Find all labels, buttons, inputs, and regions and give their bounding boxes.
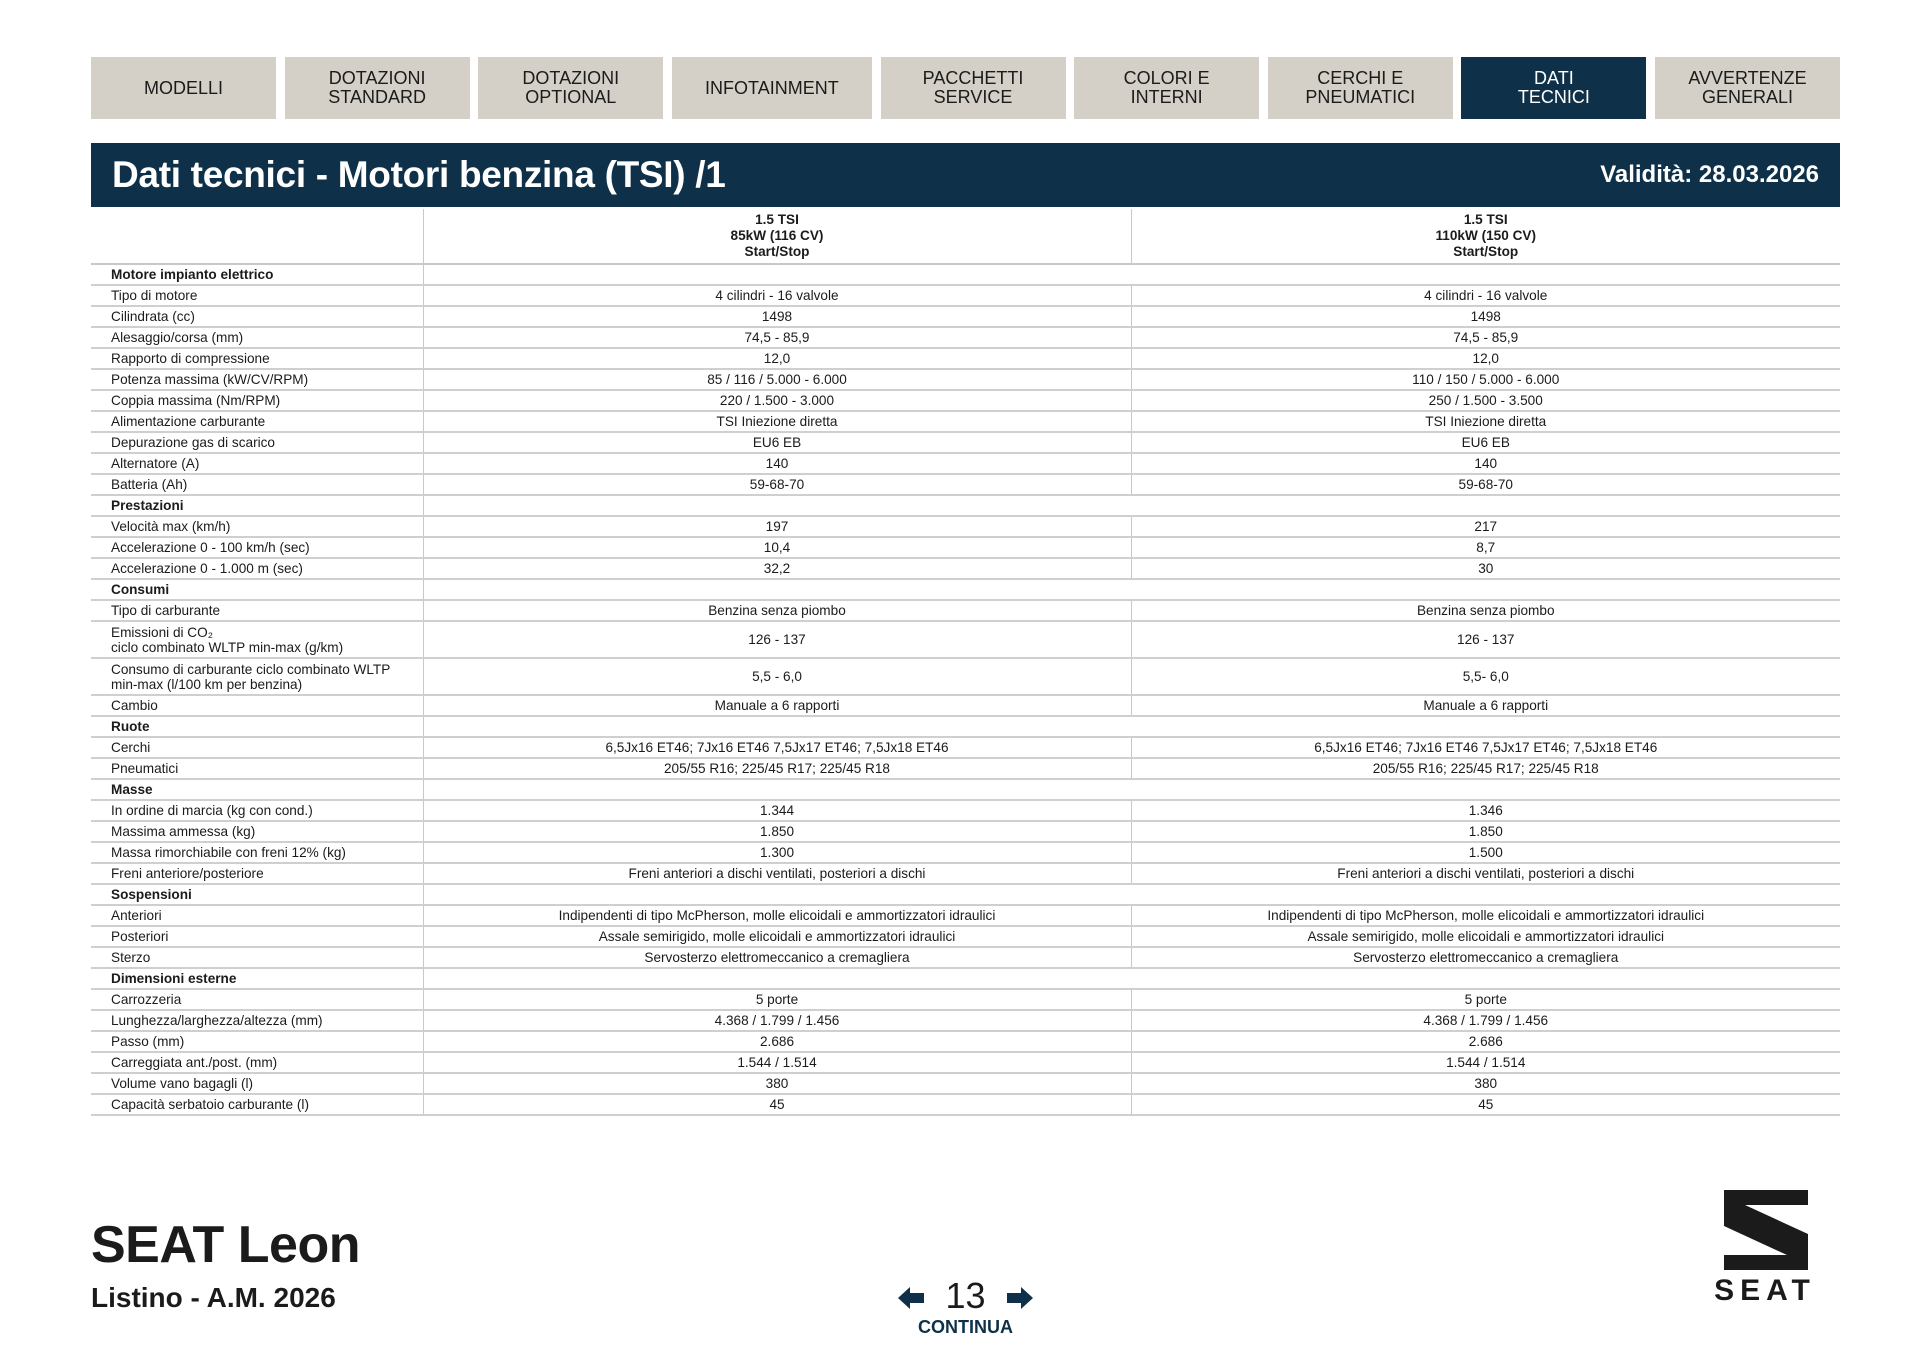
value-engine-1: Servosterzo elettromeccanico a cremagliera [423,947,1131,968]
value-engine-2: Assale semirigido, molle elicoidali e ammortizzatori idraulici [1131,926,1840,947]
table-row [91,905,1840,926]
value-engine-2: 2.686 [1131,1031,1840,1052]
section-title: Sospensioni [91,884,423,905]
value-engine-2: 1498 [1131,306,1840,327]
value-engine-2: 6,5Jx16 ET46; 7Jx16 ET46 7,5Jx17 ET46; 7,5Jx18 ET46 [1131,737,1840,758]
table-row [91,695,1840,716]
column-header-engine-2 [1131,209,1840,264]
section-title: Dimensioni esterne [91,968,423,989]
section-empty-cell [1131,579,1840,600]
tab-dati-tecnici[interactable]: DATI TECNICI [1461,57,1646,119]
value-engine-2: 1.346 [1131,800,1840,821]
row-label: Depurazione gas di scarico [91,432,423,453]
section-title: Prestazioni [91,495,423,516]
value-engine-2: Indipendenti di tipo McPherson, molle elicoidali e ammortizzatori idraulici [1131,905,1840,926]
title-banner [91,143,1840,207]
section-title: Masse [91,779,423,800]
table-row [91,537,1840,558]
row-label: Alesaggio/corsa (mm) [91,327,423,348]
row-label: Cerchi [91,737,423,758]
row-label: In ordine di marcia (kg con cond.) [91,800,423,821]
validity-date: Validità: 28.03.2026 [1600,161,1819,188]
logo-wordmark: SEAT [1714,1274,1816,1307]
row-label: Emissioni di CO₂ ciclo combinato WLTP min-max (g/km) [91,621,423,658]
table-row [91,558,1840,579]
value-engine-2: 4.368 / 1.799 / 1.456 [1131,1010,1840,1031]
row-label: Cilindrata (cc) [91,306,423,327]
value-engine-1: Indipendenti di tipo McPherson, molle elicoidali e ammortizzatori idraulici [423,905,1131,926]
section-title: Ruote [91,716,423,737]
value-engine-2: 30 [1131,558,1840,579]
tab-pacchetti-service[interactable]: PACCHETTI SERVICE [881,57,1066,119]
table-row [91,1010,1840,1031]
table-row [91,863,1840,884]
table-row [91,390,1840,411]
section-row [91,968,1840,989]
section-title: Consumi [91,579,423,600]
row-label: Alimentazione carburante [91,411,423,432]
row-label: Pneumatici [91,758,423,779]
value-engine-1: 1.344 [423,800,1131,821]
value-engine-2: Manuale a 6 rapporti [1131,695,1840,716]
value-engine-1: Freni anteriori a dischi ventilati, posteriori a dischi [423,863,1131,884]
tab-avvertenze-generali[interactable]: AVVERTENZE GENERALI [1655,57,1840,119]
value-engine-1: 1.850 [423,821,1131,842]
row-label: Carrozzeria [91,989,423,1010]
table-row [91,1073,1840,1094]
spec-table [91,209,1840,1116]
value-engine-1: 10,4 [423,537,1131,558]
value-engine-1: 6,5Jx16 ET46; 7Jx16 ET46 7,5Jx17 ET46; 7,5Jx18 ET46 [423,737,1131,758]
table-row [91,1052,1840,1073]
value-engine-1: 4 cilindri - 16 valvole [423,285,1131,306]
section-empty-cell [423,495,1131,516]
value-engine-2: 380 [1131,1073,1840,1094]
row-label: Consumo di carburante ciclo combinato WLTP min-max (l/100 km per benzina) [91,658,423,695]
value-engine-1: 2.686 [423,1031,1131,1052]
section-empty-cell [1131,495,1840,516]
row-label: Volume vano bagagli (l) [91,1073,423,1094]
value-engine-2: 12,0 [1131,348,1840,369]
engine-power: 110kW (150 CV) [1435,228,1536,243]
value-engine-2: 1.500 [1131,842,1840,863]
tab-cerchi-pneumatici[interactable]: CERCHI E PNEUMATICI [1268,57,1453,119]
value-engine-2: 74,5 - 85,9 [1131,327,1840,348]
table-row [91,474,1840,495]
table-row [91,842,1840,863]
section-row [91,495,1840,516]
tab-dotazioni-standard[interactable]: DOTAZIONI STANDARD [285,57,470,119]
table-row [91,1094,1840,1115]
value-engine-2: 5 porte [1131,989,1840,1010]
value-engine-1: 4.368 / 1.799 / 1.456 [423,1010,1131,1031]
continue-link[interactable]: CONTINUA [918,1317,1013,1337]
row-label: Carreggiata ant./post. (mm) [91,1052,423,1073]
table-row [91,411,1840,432]
engine-feature: Start/Stop [1453,244,1519,259]
section-empty-cell [423,779,1131,800]
value-engine-1: 5,5 - 6,0 [423,658,1131,695]
section-empty-cell [1131,264,1840,285]
value-engine-2: 205/55 R16; 225/45 R17; 225/45 R18 [1131,758,1840,779]
table-row [91,989,1840,1010]
value-engine-2: 110 / 150 / 5.000 - 6.000 [1131,369,1840,390]
row-label: Sterzo [91,947,423,968]
tab-dotazioni-optional[interactable]: DOTAZIONI OPTIONAL [478,57,663,119]
value-engine-2: 1.850 [1131,821,1840,842]
tab-colori-interni[interactable]: COLORI E INTERNI [1074,57,1259,119]
value-engine-1: 12,0 [423,348,1131,369]
table-row [91,453,1840,474]
engine-power: 85kW (116 CV) [730,228,824,243]
row-label: Massima ammessa (kg) [91,821,423,842]
value-engine-2: 45 [1131,1094,1840,1115]
value-engine-2: 5,5- 6,0 [1131,658,1840,695]
section-empty-cell [423,579,1131,600]
table-header-row [91,209,1840,264]
row-label: Passo (mm) [91,1031,423,1052]
page-title: Dati tecnici - Motori benzina (TSI) /1 [112,154,726,195]
engine-feature: Start/Stop [744,244,810,259]
section-empty-cell [423,264,1131,285]
value-engine-1: 205/55 R16; 225/45 R17; 225/45 R18 [423,758,1131,779]
value-engine-1: Assale semirigido, molle elicoidali e ammortizzatori idraulici [423,926,1131,947]
value-engine-2: TSI Iniezione diretta [1131,411,1840,432]
section-empty-cell [423,968,1131,989]
table-row [91,327,1840,348]
section-row [91,884,1840,905]
value-engine-1: 197 [423,516,1131,537]
row-label: Cambio [91,695,423,716]
value-engine-2: 4 cilindri - 16 valvole [1131,285,1840,306]
page-number: 13 [945,1275,986,1316]
tab-infotainment[interactable]: INFOTAINMENT [672,57,872,119]
value-engine-2: 59-68-70 [1131,474,1840,495]
row-label: Capacità serbatoio carburante (l) [91,1094,423,1115]
value-engine-1: 220 / 1.500 - 3.000 [423,390,1131,411]
table-row [91,947,1840,968]
table-row [91,821,1840,842]
table-row [91,285,1840,306]
row-label: Potenza massima (kW/CV/RPM) [91,369,423,390]
table-row [91,516,1840,537]
seat-logo [1690,1188,1840,1308]
table-row [91,348,1840,369]
section-empty-cell [423,884,1131,905]
engine-name: 1.5 TSI [1463,212,1508,227]
section-empty-cell [1131,716,1840,737]
model-name: SEAT Leon [91,1216,360,1274]
value-engine-1: 1.544 / 1.514 [423,1052,1131,1073]
value-engine-2: Benzina senza piombo [1131,600,1840,621]
pagination [898,1273,1033,1343]
column-header-engine-1 [423,209,1131,264]
row-label: Massa rimorchiabile con freni 12% (kg) [91,842,423,863]
value-engine-1: 126 - 137 [423,621,1131,658]
value-engine-1: 85 / 116 / 5.000 - 6.000 [423,369,1131,390]
value-engine-2: 250 / 1.500 - 3.500 [1131,390,1840,411]
value-engine-1: 59-68-70 [423,474,1131,495]
table-row [91,432,1840,453]
row-label: Batteria (Ah) [91,474,423,495]
header-blank [91,209,423,264]
value-engine-1: 380 [423,1073,1131,1094]
value-engine-2: Freni anteriori a dischi ventilati, posteriori a dischi [1131,863,1840,884]
table-row [91,658,1840,695]
row-label: Velocità max (km/h) [91,516,423,537]
section-empty-cell [1131,779,1840,800]
row-label: Alternatore (A) [91,453,423,474]
table-row [91,600,1840,621]
table-row [91,926,1840,947]
value-engine-1: Benzina senza piombo [423,600,1131,621]
section-empty-cell [1131,968,1840,989]
row-label: Tipo di motore [91,285,423,306]
section-row [91,264,1840,285]
table-row [91,758,1840,779]
table-row [91,369,1840,390]
price-list-label: Listino - A.M. 2026 [91,1282,336,1313]
row-label: Posteriori [91,926,423,947]
section-empty-cell [423,716,1131,737]
row-label: Rapporto di compressione [91,348,423,369]
row-label: Accelerazione 0 - 1.000 m (sec) [91,558,423,579]
value-engine-2: 1.544 / 1.514 [1131,1052,1840,1073]
engine-name: 1.5 TSI [755,212,799,227]
value-engine-1: 5 porte [423,989,1131,1010]
value-engine-1: 74,5 - 85,9 [423,327,1131,348]
section-tabs [91,57,1840,119]
row-label: Coppia massima (Nm/RPM) [91,390,423,411]
value-engine-1: TSI Iniezione diretta [423,411,1131,432]
section-row [91,579,1840,600]
value-engine-2: 217 [1131,516,1840,537]
value-engine-1: 140 [423,453,1131,474]
value-engine-2: Servosterzo elettromeccanico a cremagliera [1131,947,1840,968]
row-label: Tipo di carburante [91,600,423,621]
row-label: Freni anteriore/posteriore [91,863,423,884]
section-row [91,779,1840,800]
tab-modelli[interactable]: MODELLI [91,57,276,119]
value-engine-2: EU6 EB [1131,432,1840,453]
value-engine-1: 1.300 [423,842,1131,863]
value-engine-1: 1498 [423,306,1131,327]
table-row [91,1031,1840,1052]
spec-table-body [91,264,1840,1115]
value-engine-1: 45 [423,1094,1131,1115]
table-row [91,737,1840,758]
value-engine-1: 32,2 [423,558,1131,579]
value-engine-1: EU6 EB [423,432,1131,453]
arrow-right-icon[interactable] [1007,1287,1033,1309]
row-label: Lunghezza/larghezza/altezza (mm) [91,1010,423,1031]
table-row [91,800,1840,821]
value-engine-2: 140 [1131,453,1840,474]
section-title: Motore impianto elettrico [91,264,423,285]
section-empty-cell [1131,884,1840,905]
section-row [91,716,1840,737]
row-label: Anteriori [91,905,423,926]
table-row [91,306,1840,327]
value-engine-2: 8,7 [1131,537,1840,558]
value-engine-2: 126 - 137 [1131,621,1840,658]
row-label: Accelerazione 0 - 100 km/h (sec) [91,537,423,558]
value-engine-1: Manuale a 6 rapporti [423,695,1131,716]
table-row [91,621,1840,658]
